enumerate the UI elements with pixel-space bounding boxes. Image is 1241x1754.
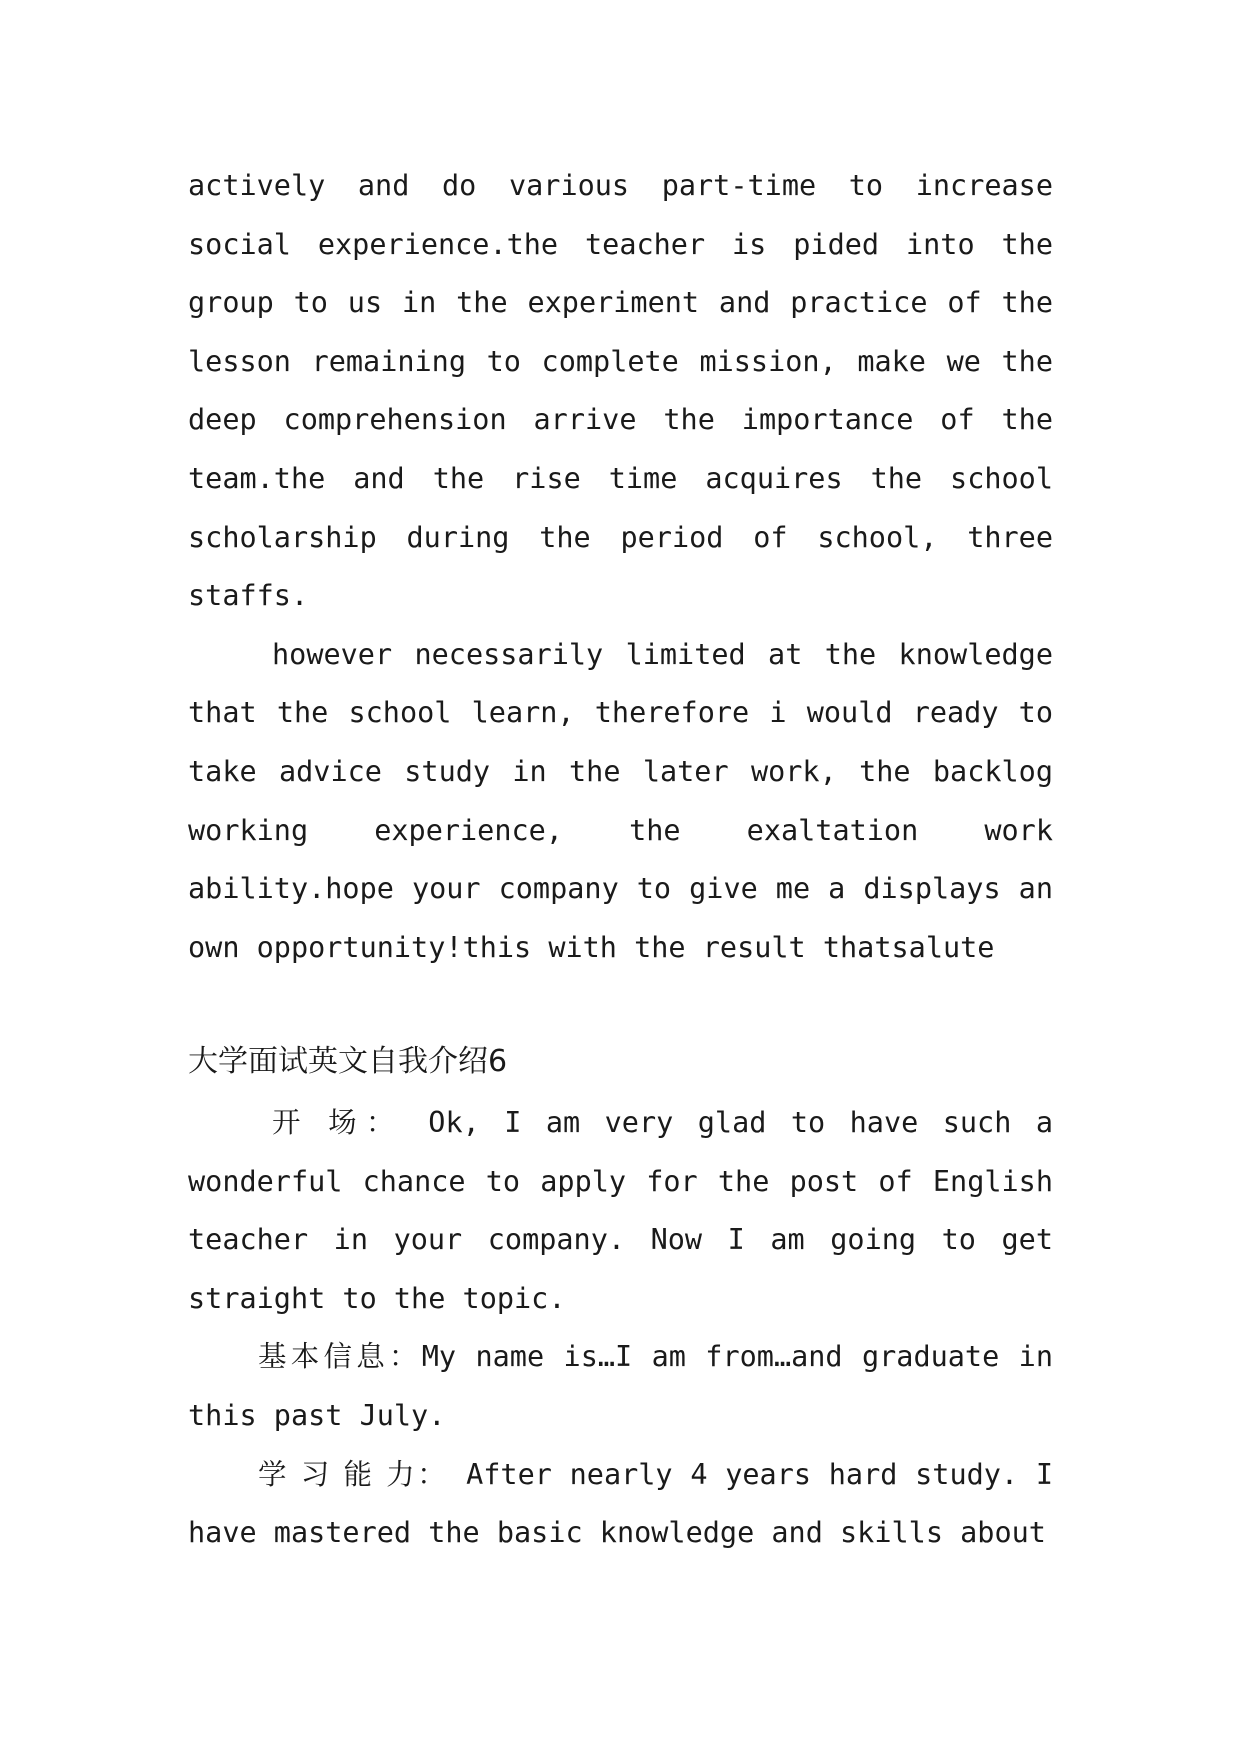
opening-text: Ok, I am very glad to have such a wonderful chance to apply for the post of English teacher in your company. Now I am going to get straight to the topic. (188, 1106, 1054, 1315)
basic-info-label: 基本信息： (258, 1340, 422, 1374)
paragraph-study (188, 1446, 1053, 1563)
paragraph-basic-info (188, 1328, 1053, 1445)
body-text-bottom (188, 1094, 1053, 1563)
opening-label: 开 场： (272, 1106, 404, 1139)
study-text: After nearly 4 years hard study. I have mastered the basic knowledge and skills about (188, 1457, 1053, 1550)
paragraph-1: actively and do various part-time to increase social experience.the teacher is pided into the group to us in the experiment and practice of the lesson remaining to complete mission, make we the deep comprehension arrive the importance of the team.the and the rise time acquires the school scholarship during the period of school, three staffs. (188, 169, 1053, 613)
basic-info-text: My name is…I am from…and graduate in this past July. (188, 1340, 1053, 1432)
study-label: 学 习 能 力： (258, 1457, 449, 1491)
body-text-top (188, 157, 1053, 977)
paragraph-opening (188, 1094, 1053, 1328)
paragraph-2: however necessarily limited at the knowledge that the school learn, therefore i would ready to take advice study in the later work, the backlog working experience, the exaltation work ability.hope your company to give me a displays an own opportunity!this with the result thatsalute (188, 637, 1053, 964)
section-heading: 大学面试英文自我介绍6 (188, 1044, 508, 1079)
